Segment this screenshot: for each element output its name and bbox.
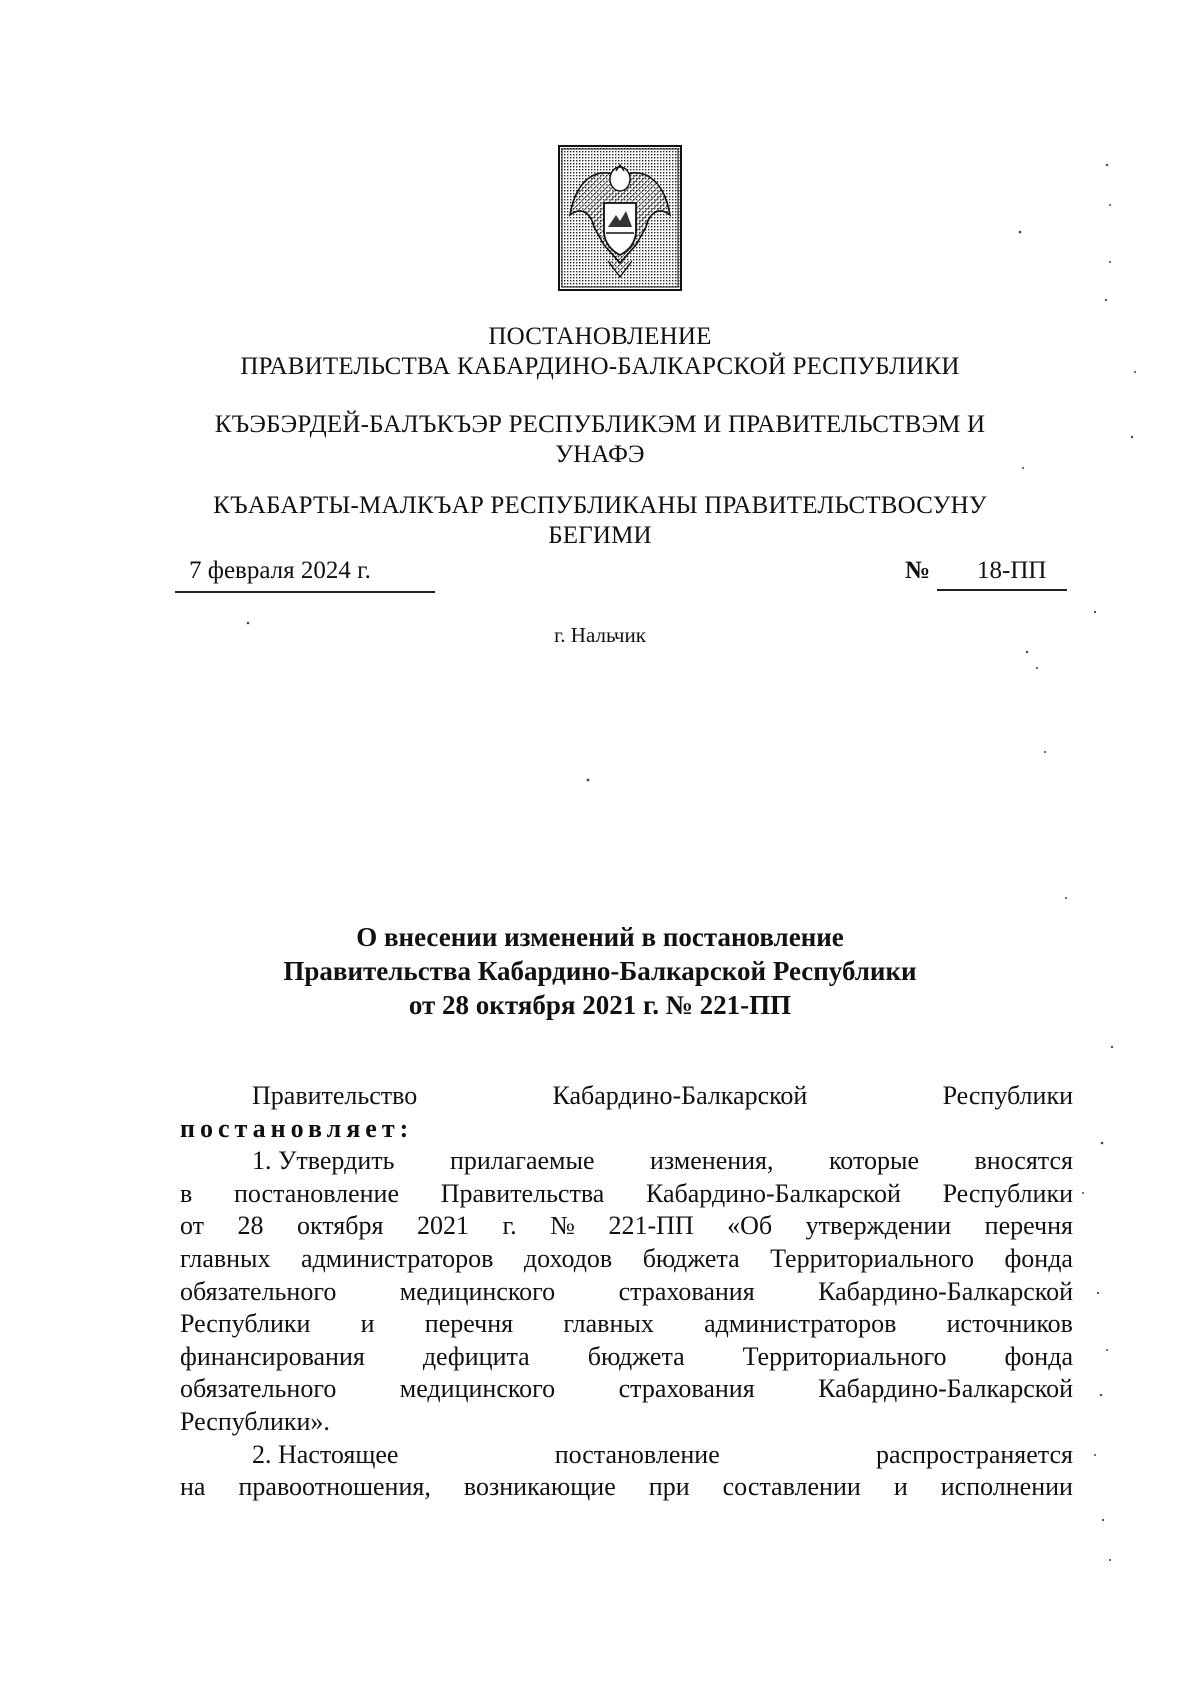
- body-word: перечня: [984, 1211, 1073, 1241]
- resolves-keyword: постановляет:: [180, 1113, 414, 1143]
- body-word: октября: [297, 1211, 384, 1241]
- body-word: при: [648, 1472, 690, 1502]
- header-issuer: ПРАВИТЕЛЬСТВА КАБАРДИНО-БАЛКАРСКОЙ РЕСПУБЛИКИ: [240, 353, 960, 380]
- body-word: утверждении: [805, 1211, 952, 1241]
- body-word: возникающие: [463, 1472, 616, 1502]
- body-word: прилагаемые: [449, 1146, 595, 1176]
- body-word: «Об: [727, 1211, 773, 1241]
- document-city: г. Нальчик: [554, 623, 646, 647]
- body-word: исполнении: [940, 1472, 1073, 1502]
- body-word: Кабардино-Балкарской: [818, 1374, 1073, 1404]
- body-word: составлении: [722, 1472, 861, 1502]
- title-line: О внесении изменений в постановление: [356, 922, 844, 952]
- body-word: страхования: [618, 1374, 755, 1404]
- body-word: и: [360, 1309, 375, 1339]
- body-word: источников: [946, 1309, 1073, 1339]
- header-kabardian-line2: УНАФЭ: [555, 441, 645, 468]
- body-word: на: [180, 1472, 206, 1502]
- body-word: Республики: [180, 1309, 311, 1339]
- body-word: главных: [563, 1309, 654, 1339]
- body-word: фонда: [1004, 1243, 1073, 1273]
- body-word: администраторов: [704, 1309, 897, 1339]
- body-word: Республики: [942, 1081, 1073, 1110]
- body-word: правоотношения,: [238, 1472, 431, 1502]
- body-word: дефицита: [422, 1341, 530, 1371]
- body-word: Кабардино-Балкарской: [645, 1178, 901, 1208]
- body-word: 2021: [416, 1211, 469, 1241]
- header-title: ПОСТАНОВЛЕНИЕ: [488, 323, 712, 350]
- body-word: Правительство: [252, 1081, 418, 1110]
- header-kabardian-line1: КЪЭБЭРДЕЙ-БАЛЪКЪЭР РЕСПУБЛИКЭМ И ПРАВИТЕЛЬСТВЭМ И: [214, 411, 986, 438]
- body-word: бюджета: [587, 1341, 685, 1371]
- body-word: которые: [829, 1146, 919, 1176]
- body-word: Республики: [942, 1178, 1073, 1208]
- body-word: 2. Настоящее: [252, 1439, 399, 1469]
- body-word: распространяется: [875, 1439, 1073, 1469]
- header-balkar-line1: КЪАБАРТЫ-МАЛКЪАР РЕСПУБЛИКАНЫ ПРАВИТЕЛЬСТВОСУНУ: [213, 492, 987, 519]
- body-word: в: [180, 1178, 193, 1208]
- body-word: фонда: [1004, 1341, 1073, 1371]
- body-word: и: [893, 1472, 908, 1502]
- body-word: Территориального: [742, 1341, 947, 1371]
- title-line: от 28 октября 2021 г. № 221-ПП: [408, 990, 792, 1020]
- body-word: №: [550, 1211, 575, 1241]
- body-word: бюджета: [642, 1243, 740, 1273]
- body-word: постановление: [554, 1439, 720, 1469]
- body-word: 221-ПП: [608, 1211, 694, 1241]
- body-word: Правительства: [440, 1178, 605, 1208]
- body-word: главных: [180, 1243, 271, 1273]
- body-word: от: [180, 1211, 205, 1241]
- number-sign: №: [905, 557, 931, 584]
- body-word: 28: [237, 1211, 264, 1241]
- body-word: доходов: [523, 1243, 613, 1273]
- body-word: медицинского: [399, 1276, 556, 1306]
- body-word: обязательного: [180, 1374, 337, 1404]
- body-word: Кабардино-Балкарской: [818, 1276, 1073, 1306]
- body-word: изменения,: [649, 1146, 774, 1176]
- body-word: администраторов: [301, 1243, 494, 1273]
- document-date: 7 февраля 2024 г.: [189, 557, 371, 584]
- body-word: финансирования: [180, 1341, 365, 1371]
- body-word: перечня: [424, 1309, 514, 1339]
- body-word: г.: [502, 1211, 517, 1241]
- body-word: страхования: [618, 1276, 755, 1306]
- body-word: обязательного: [180, 1276, 337, 1306]
- body-word: медицинского: [399, 1374, 556, 1404]
- document-number: 18-ПП: [937, 551, 1067, 591]
- body-word: вносятся: [974, 1146, 1073, 1176]
- body-word: постановление: [233, 1178, 400, 1208]
- body-word: Кабардино-Балкарской: [552, 1081, 808, 1110]
- body-word: Территориального: [770, 1243, 974, 1273]
- body-word: 1. Утвердить: [252, 1146, 395, 1176]
- body-word: Республики».: [180, 1406, 330, 1436]
- header-balkar-line2: БЕГИМИ: [548, 522, 652, 549]
- title-line: Правительства Кабардино-Балкарской Республики: [283, 956, 917, 986]
